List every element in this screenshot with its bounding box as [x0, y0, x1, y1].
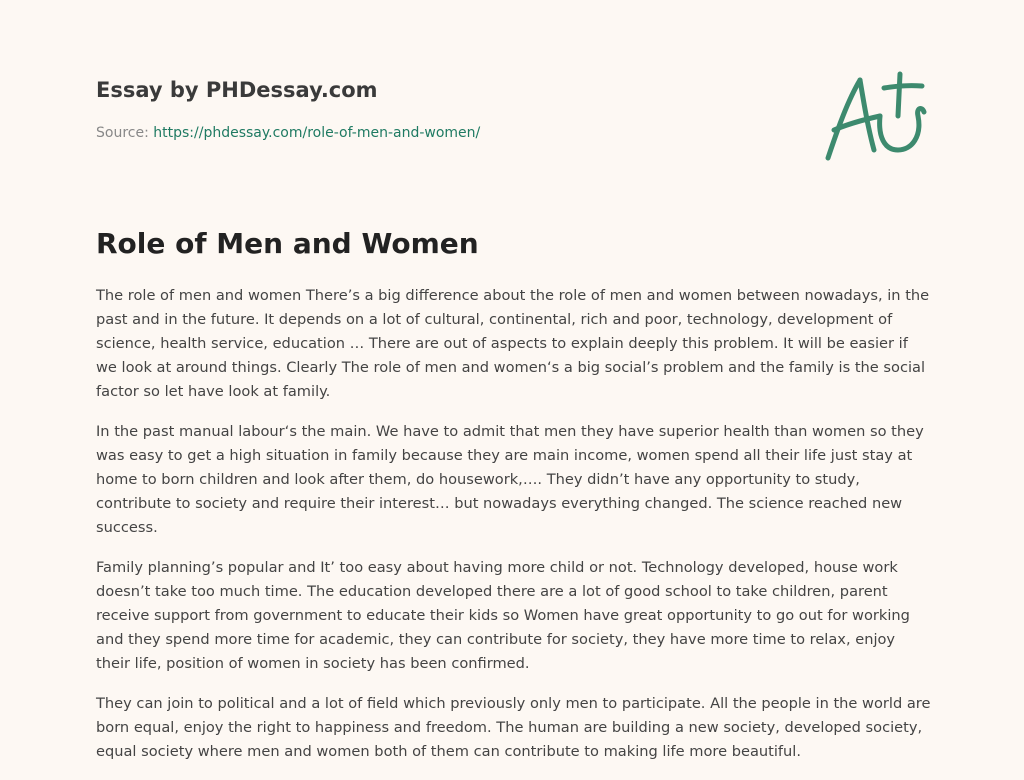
site-title: Essay by PHDessay.com: [96, 78, 378, 102]
essay-body: [96, 284, 932, 780]
essay-paragraph: They can join to political and a lot of field which previously only men to participate. All the people in the world are born equal, enjoy the right to happiness and freedom. The human are building a new society, developed society, equal society where men and women both of them can contribute to making life more beautiful.: [96, 695, 931, 760]
essay-paragraph: Family planning’s popular and It’ too easy about having more child or not. Technology developed, house work doesn’t take too much time. The education developed there are a lot of good school to take children, parent receive support from government to educate their kids so Women have great opportunity to go out for working and they spend more time for academic, they can contribute for society, they have more time to relax, enjoy their life, position of women in society has been confirmed.: [96, 559, 910, 672]
source-line: [96, 123, 796, 143]
a-plus-grade-icon: [818, 66, 930, 166]
source-link[interactable]: https://phdessay.com/role-of-men-and-women/: [153, 125, 481, 141]
essay-paragraph: In the past manual labour‘s the main. We have to admit that men they have superior health than women so they was easy to get a high situation in family because they are main income, women spend all their life just stay at home to born children and look after them, do housework,…. They didn’t have any opportunity to study, contribute to society and require their interest… but nowadays everything changed. The science reached new success.: [96, 423, 924, 536]
page-header: [96, 76, 796, 143]
essay-title: Role of Men and Women: [96, 227, 479, 260]
essay-paragraph: The role of men and women There’s a big difference about the role of men and women between nowadays, in the past and in the future. It depends on a lot of cultural, continental, rich and poor, technology, development of science, health service, education … There are out of aspects to explain deeply this problem. It will be easier if we look at around things. Clearly The role of men and women‘s a big social’s problem and the family is the social factor so let have look at family.: [96, 287, 930, 400]
source-label: Source:: [96, 125, 149, 141]
